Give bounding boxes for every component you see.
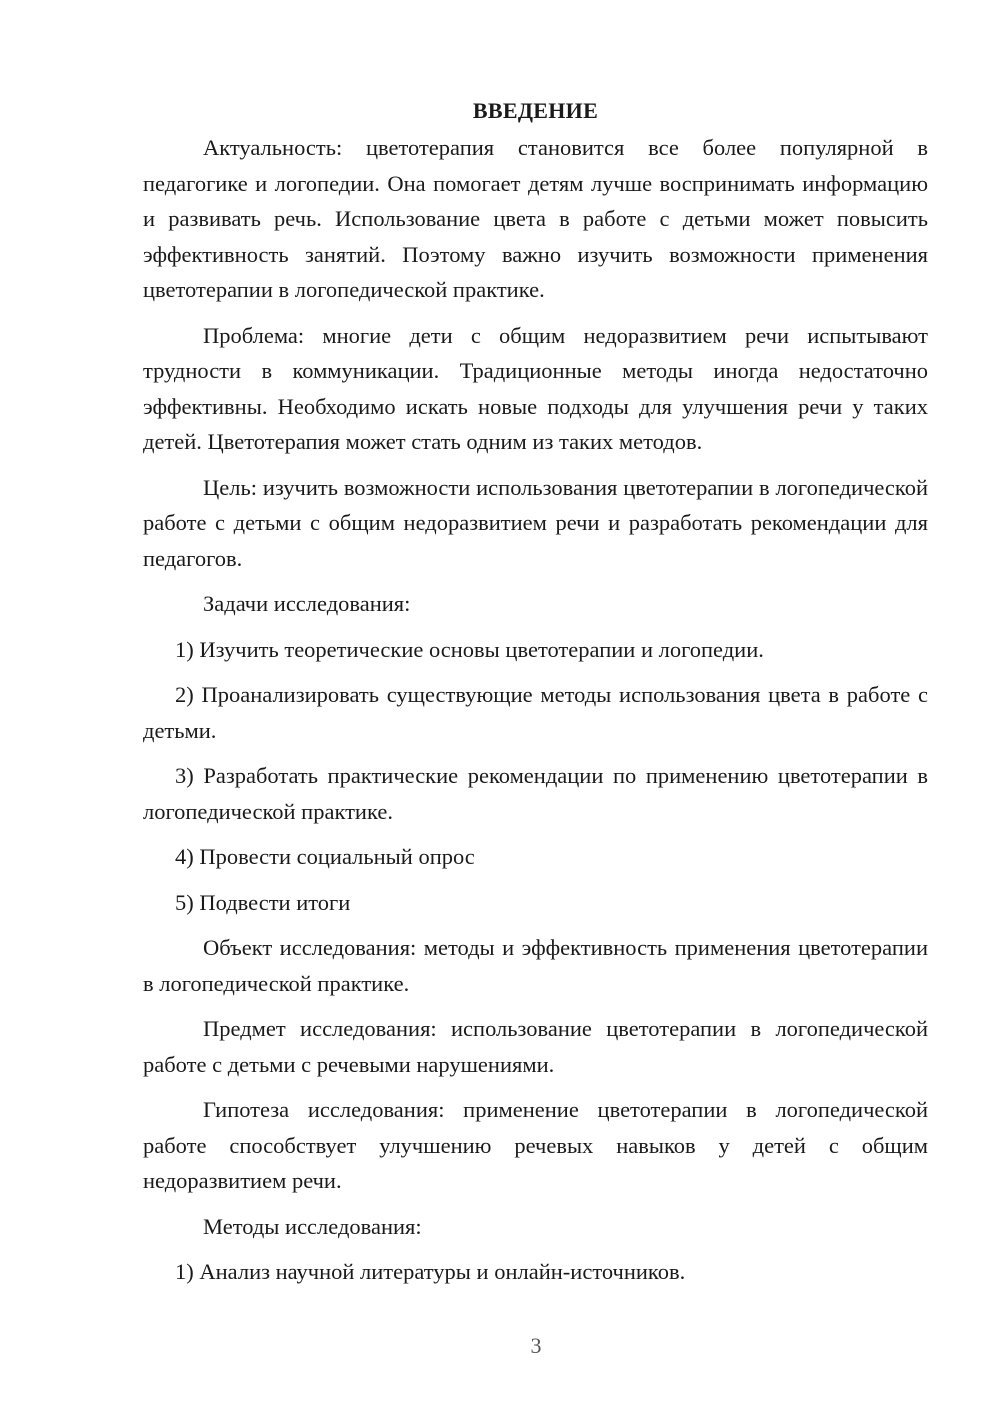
method-item-1: 1) Анализ научной литературы и онлайн-источников. — [175, 1259, 686, 1284]
task-item-3: 3) Разработать практические рекомендации по применению цветотерапии в логопедической практике. — [143, 763, 928, 824]
task-item-2: 2) Проанализировать существующие методы использования цвета в работе с детьми. — [143, 682, 928, 743]
problem-paragraph: Проблема: многие дети с общим недоразвитием речи испытывают трудности в коммуникации. Традиционные методы иногда недостаточно эффективны. Необходимо искать новые подходы для улучшения речи у таких детей. Цветотерапия может стать одним из таких методов. — [143, 322, 928, 454]
page-title: ВВЕДЕНИЕ — [472, 98, 599, 123]
page-number: 3 — [530, 1333, 542, 1358]
relevance-paragraph: Актуальность: цветотерапия становится все более популярной в педагогике и логопедии. Она помогает детям лучше воспринимать информацию и развивать речь. Использование цвета в работе с детьми может повысить эффективность занятий. Поэтому важно изучить возможности применения цветотерапии в логопедической практике. — [143, 135, 928, 302]
page-content — [143, 94, 928, 1300]
task-item-4: 4) Провести социальный опрос — [175, 844, 475, 869]
task-item-5: 5) Подвести итоги — [175, 889, 351, 915]
subject-paragraph: Предмет исследования: использование цветотерапии в логопедической работе с детьми с речевыми нарушениями. — [143, 1016, 928, 1077]
tasks-label: Задачи исследования: — [203, 591, 411, 616]
hypothesis-paragraph: Гипотеза исследования: применение цветотерапии в логопедической работе способствует улучшению речевых навыков у детей с общим недоразвитием речи. — [143, 1097, 928, 1193]
task-item-1: 1) Изучить теоретические основы цветотерапии и логопедии. — [175, 636, 764, 662]
methods-label: Методы исследования: — [203, 1213, 422, 1239]
object-paragraph: Объект исследования: методы и эффективность применения цветотерапии в логопедической практике. — [143, 935, 928, 996]
goal-paragraph: Цель: изучить возможности использования цветотерапии в логопедической работе с детьми с общим недоразвитием речи и разработать рекомендации для педагогов. — [143, 474, 928, 571]
